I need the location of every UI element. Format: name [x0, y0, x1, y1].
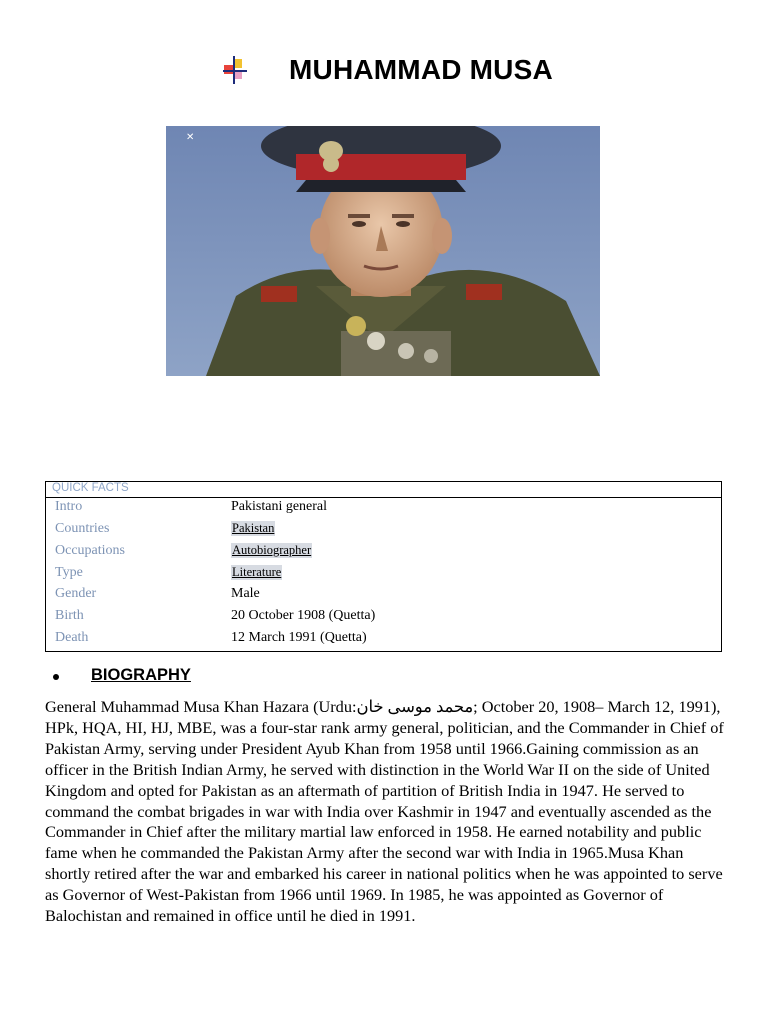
fact-link-literature[interactable]: Literature — [232, 565, 282, 579]
fact-row-intro — [46, 499, 721, 521]
fact-row-death — [46, 630, 721, 652]
fact-row-birth — [46, 608, 721, 630]
fact-label: Death — [55, 630, 89, 645]
fact-label: Countries — [55, 521, 110, 536]
bio-lead: General Muhammad Musa Khan Hazara (Urdu: — [45, 697, 357, 716]
quick-facts-header: QUICK FACTS — [52, 482, 129, 494]
fact-value: 20 October 1908 (Quetta) — [231, 608, 376, 623]
svg-text:✕: ✕ — [186, 132, 195, 143]
colored-cross-icon — [221, 56, 249, 84]
fact-label: Gender — [55, 586, 97, 601]
biography-paragraph — [45, 697, 725, 927]
divider — [46, 497, 721, 498]
quick-facts-table — [45, 481, 722, 652]
fact-row-countries — [46, 521, 721, 543]
fact-row-type — [46, 565, 721, 587]
fact-link-autobiographer[interactable]: Autobiographer — [232, 543, 312, 557]
bio-body: 1991), HPk, HQA, HI, HJ, MBE, was a four-star rank army general, politician, and the Commander in Chief of Pakistan Army, serving under President Ayub Khan from 1958 until 1966.Gaining commission as an officer in the British Indian Army, he served with distinction in the World War II on the side of United Kingdom and opted for Pakistan as an aftermath of partition of British India in 1947. He served to command the combat brigades in war with India over Kashmir in 1947 and eventually ascended as the Commander in Chief after the military martial law enforced in 1958. He earned notability and public fame when he commanded the Pakistan Army after the second war with India in 1965.Musa Khan shortly retired after the war and embarked his career in national politics when he was appointed to serve as Governor of West-Pakistan from 1966 until 1969. In 1985, he was appointed as Governor of Balochistan and remained in office until he died in 1991. — [45, 697, 724, 926]
page-title: MUHAMMAD MUSA — [289, 54, 553, 85]
fact-row-gender — [46, 586, 721, 608]
fact-value: Pakistani general — [231, 499, 328, 514]
bio-urdu-name: محمد موسی خان — [356, 697, 474, 716]
bullet-icon — [53, 674, 59, 680]
bio-lead-after: ; October 20, 1908– March 12, — [473, 697, 675, 716]
fact-link-pakistan[interactable]: Pakistan — [232, 521, 275, 535]
fact-row-occupations — [46, 543, 721, 565]
title-row — [0, 52, 768, 92]
biography-heading-text: BIOGRAPHY — [91, 666, 191, 684]
fact-label: Occupations — [55, 543, 125, 558]
fact-value: 12 March 1991 (Quetta) — [231, 630, 367, 645]
fact-label: Type — [55, 565, 83, 580]
fact-label: Birth — [55, 608, 84, 623]
portrait-photo — [166, 126, 600, 376]
fact-label: Intro — [55, 499, 83, 514]
fact-value: Male — [231, 586, 260, 601]
